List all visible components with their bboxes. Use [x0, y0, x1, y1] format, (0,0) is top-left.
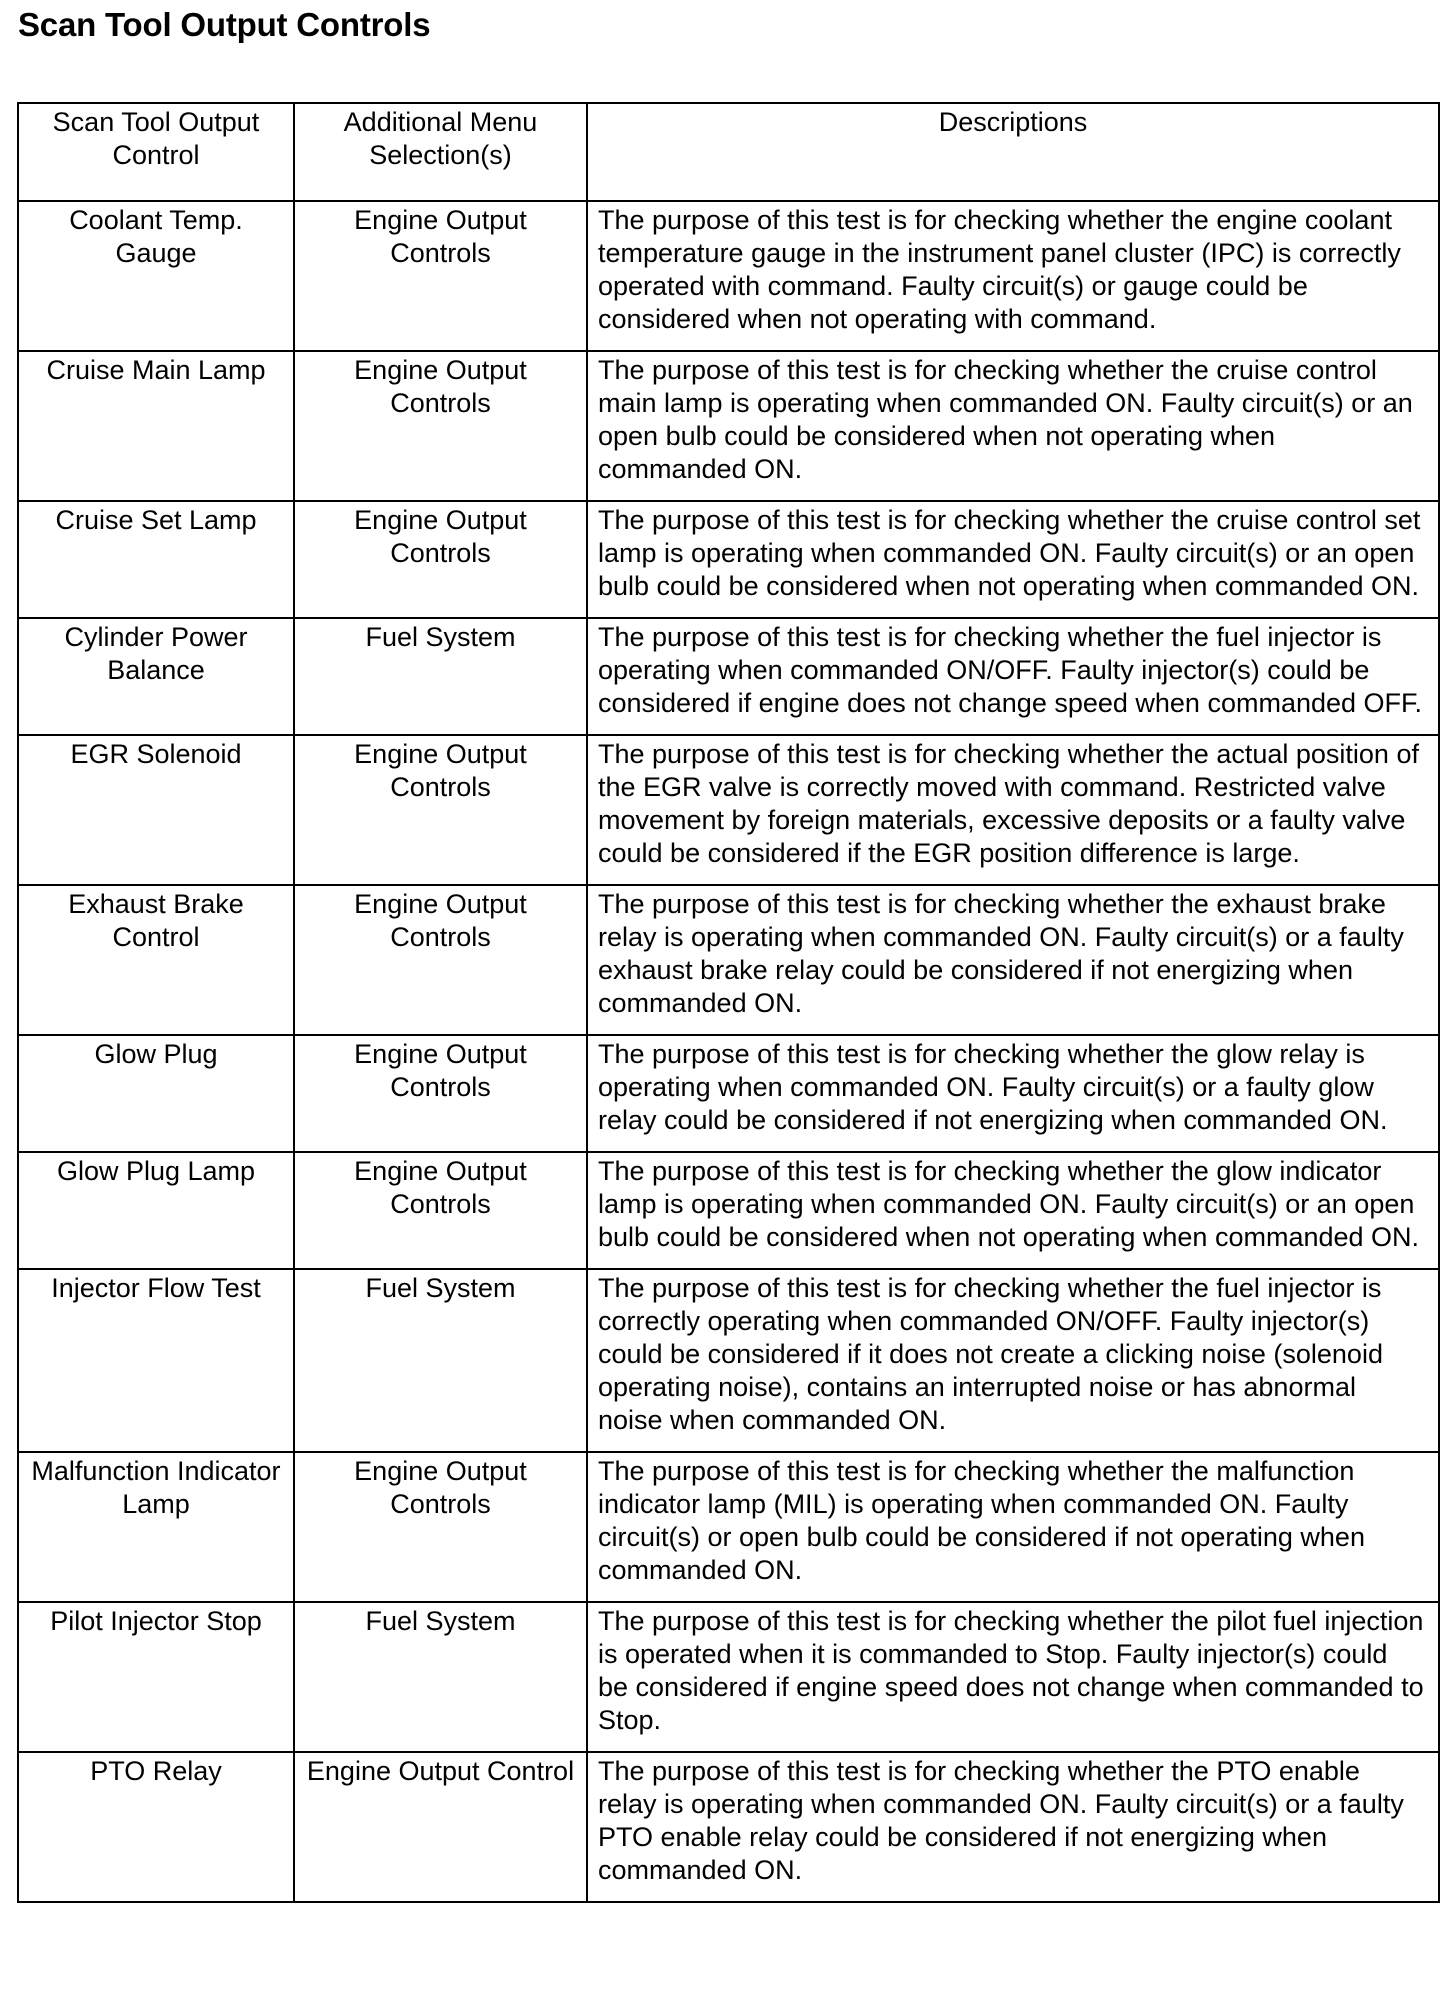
row-description: The purpose of this test is for checking whether the exhaust brake relay is operating when commanded ON. Faulty circuit(s) or a faulty exhaust brake relay could be considered if not energizing when commanded ON.: [587, 885, 1439, 1035]
table-row: [18, 1452, 1439, 1602]
row-description: The purpose of this test is for checking whether the fuel injector is correctly operating when commanded ON/OFF. Faulty injector(s) could be considered if it does not create a clicking noise (solenoid operating noise), contains an interrupted noise or has abnormal noise when commanded ON.: [587, 1269, 1439, 1452]
row-menu-selection: Fuel System: [294, 618, 587, 735]
table-row: [18, 501, 1439, 618]
row-menu-selection: Engine Output Controls: [294, 1035, 587, 1152]
row-description: The purpose of this test is for checking whether the engine coolant temperature gauge in the instrument panel cluster (IPC) is correctly operated with command. Faulty circuit(s) or gauge could be considered when not operating with command.: [587, 201, 1439, 351]
row-control-name: Glow Plug Lamp: [18, 1152, 294, 1269]
row-description: The purpose of this test is for checking whether the cruise control set lamp is operating when commanded ON. Faulty circuit(s) or an open bulb could be considered when not operating when commanded ON.: [587, 501, 1439, 618]
table-row: [18, 618, 1439, 735]
page-title: Scan Tool Output Controls: [18, 6, 431, 43]
table-row: [18, 201, 1439, 351]
table-row: [18, 1269, 1439, 1452]
row-menu-selection: Engine Output Controls: [294, 351, 587, 501]
row-menu-selection: Engine Output Controls: [294, 735, 587, 885]
row-menu-selection: Fuel System: [294, 1269, 587, 1452]
row-control-name: Cruise Set Lamp: [18, 501, 294, 618]
header-additional-menu-selections: Additional Menu Selection(s): [294, 103, 587, 201]
table-row: [18, 1602, 1439, 1752]
row-menu-selection: Engine Output Controls: [294, 1152, 587, 1269]
row-control-name: Pilot Injector Stop: [18, 1602, 294, 1752]
row-control-name: Exhaust Brake Control: [18, 885, 294, 1035]
row-control-name: Glow Plug: [18, 1035, 294, 1152]
table-header-row: [18, 103, 1439, 201]
output-controls-table: [17, 102, 1440, 1903]
row-control-name: Coolant Temp. Gauge: [18, 201, 294, 351]
row-menu-selection: Engine Output Controls: [294, 885, 587, 1035]
table-row: [18, 1035, 1439, 1152]
row-description: The purpose of this test is for checking whether the cruise control main lamp is operating when commanded ON. Faulty circuit(s) or an open bulb could be considered when not operating when commanded ON.: [587, 351, 1439, 501]
table-row: [18, 1752, 1439, 1902]
row-menu-selection: Fuel System: [294, 1602, 587, 1752]
row-description: The purpose of this test is for checking whether the actual position of the EGR valve is correctly moved with command. Restricted valve movement by foreign materials, excessive deposits or a faulty valve could be considered if the EGR position difference is large.: [587, 735, 1439, 885]
row-menu-selection: Engine Output Controls: [294, 1452, 587, 1602]
row-description: The purpose of this test is for checking whether the glow relay is operating when commanded ON. Faulty circuit(s) or a faulty glow relay could be considered if not energizing when commanded ON.: [587, 1035, 1439, 1152]
row-menu-selection: Engine Output Control: [294, 1752, 587, 1902]
row-control-name: Cylinder Power Balance: [18, 618, 294, 735]
header-descriptions: Descriptions: [587, 103, 1439, 201]
table-row: [18, 885, 1439, 1035]
row-menu-selection: Engine Output Controls: [294, 201, 587, 351]
row-description: The purpose of this test is for checking whether the fuel injector is operating when commanded ON/OFF. Faulty injector(s) could be considered if engine does not change speed when commanded OFF.: [587, 618, 1439, 735]
row-control-name: Injector Flow Test: [18, 1269, 294, 1452]
row-description: The purpose of this test is for checking whether the pilot fuel injection is operated when it is commanded to Stop. Faulty injector(s) could be considered if engine speed does not change when commanded to Stop.: [587, 1602, 1439, 1752]
row-control-name: Malfunction Indicator Lamp: [18, 1452, 294, 1602]
row-control-name: PTO Relay: [18, 1752, 294, 1902]
header-scan-tool-output-control: Scan Tool Output Control: [18, 103, 294, 201]
row-menu-selection: Engine Output Controls: [294, 501, 587, 618]
row-description: The purpose of this test is for checking whether the PTO enable relay is operating when commanded ON. Faulty circuit(s) or a faulty PTO enable relay could be considered if not energizing when commanded ON.: [587, 1752, 1439, 1902]
row-description: The purpose of this test is for checking whether the glow indicator lamp is operating when commanded ON. Faulty circuit(s) or an open bulb could be considered when not operating when commanded ON.: [587, 1152, 1439, 1269]
table-row: [18, 1152, 1439, 1269]
row-control-name: EGR Solenoid: [18, 735, 294, 885]
row-description: The purpose of this test is for checking whether the malfunction indicator lamp (MIL) is operating when commanded ON. Faulty circuit(s) or open bulb could be considered if not operating when commanded ON.: [587, 1452, 1439, 1602]
table-row: [18, 351, 1439, 501]
table-row: [18, 735, 1439, 885]
row-control-name: Cruise Main Lamp: [18, 351, 294, 501]
